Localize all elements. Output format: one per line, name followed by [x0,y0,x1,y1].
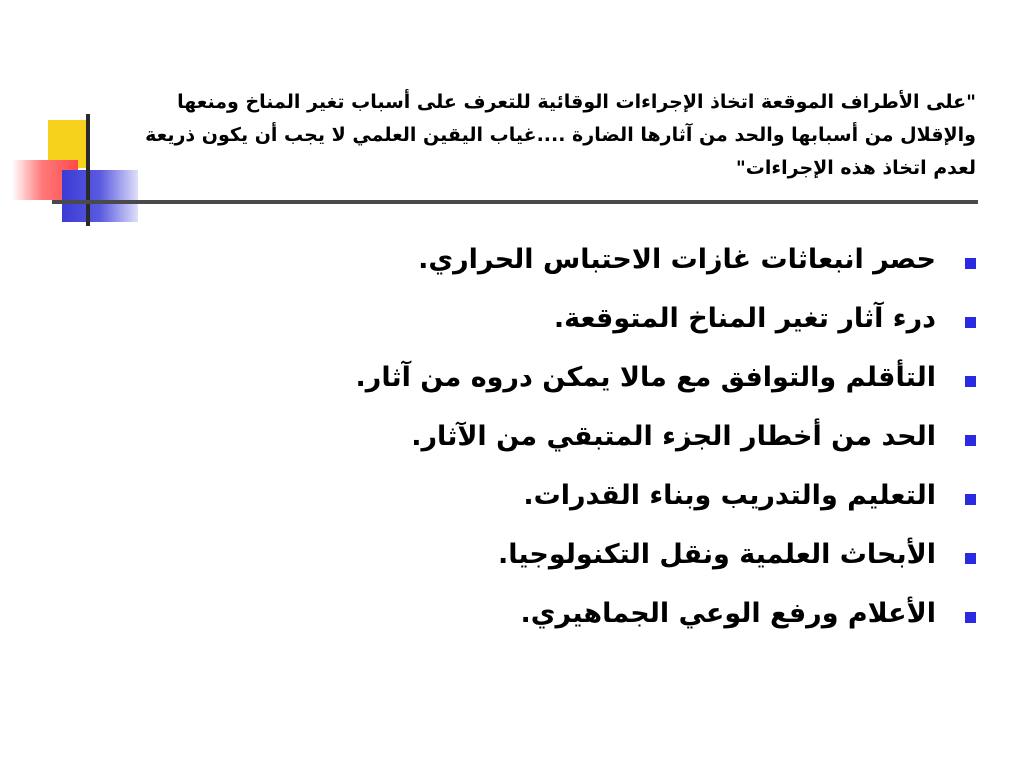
vertical-rule [86,114,90,226]
horizontal-rule [52,200,978,204]
bullet-text: الأبحاث العلمية ونقل التكنولوجيا. [497,539,936,570]
blue-square-shape [62,170,138,222]
bullet-item [76,584,976,643]
bullet-text: درء آثار تغير المناخ المتوقعة. [553,303,936,334]
square-bullet-icon [965,494,976,505]
square-bullet-icon [965,612,976,623]
slide-title: "على الأطراف الموقعة اتخاذ الإجراءات الوقائية للتعرف على أسباب تغير المناخ ومنعها والإقلال من أسبابها والحد من آثارها الضارة ....غياب اليقين العلمي لا يجب أن يكون ذريعة لعدم اتخاذ هذه الإجراءات" [145,91,976,179]
bullet-text: الحد من أخطار الجزء المتبقي من الآثار. [411,421,936,452]
square-bullet-icon [965,435,976,446]
square-bullet-icon [965,376,976,387]
bullet-list [76,230,976,643]
bullet-item [76,466,976,525]
bullet-item [76,230,976,289]
bullet-text: الأعلام ورفع الوعي الجماهيري. [520,598,936,629]
bullet-text: التأقلم والتوافق مع مالا يمكن دروه من آثار. [355,362,936,393]
bullet-item [76,348,976,407]
square-bullet-icon [965,258,976,269]
square-bullet-icon [965,553,976,564]
bullet-item [76,525,976,584]
bullet-item [76,407,976,466]
bullet-text: التعليم والتدريب وبناء القدرات. [523,480,936,511]
bullet-item [76,289,976,348]
square-bullet-icon [965,317,976,328]
bullet-text: حصر انبعاثات غازات الاحتباس الحراري. [418,244,936,275]
